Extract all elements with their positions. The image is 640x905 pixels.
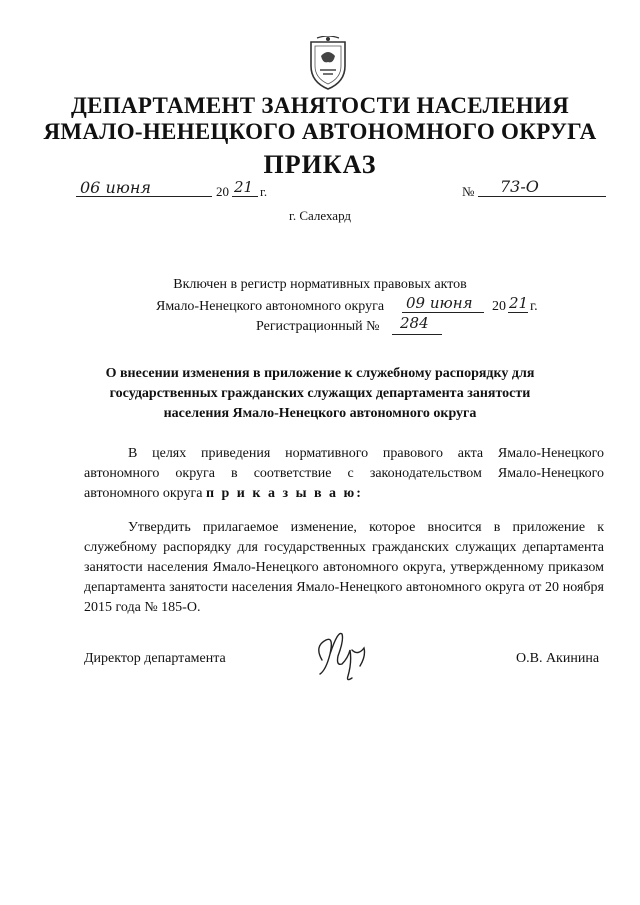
signatory-name: О.В. Акинина <box>516 651 600 666</box>
registration-line1: Включен в регистр нормативных правовых актов <box>173 277 467 292</box>
handwritten-signature <box>308 626 388 686</box>
signatory-position: Директор департамента <box>84 651 226 666</box>
registration-year-prefix: 20 <box>492 299 506 314</box>
body-paragraph-1 <box>84 444 604 504</box>
date-year-unit: г. <box>260 184 268 199</box>
number-value: 73-О <box>500 177 539 196</box>
registration-year-unit: г. <box>530 299 538 314</box>
date-year-suffix: 21 <box>234 178 254 196</box>
city: г. Салехард <box>288 208 352 223</box>
registration-year-suffix: 21 <box>509 294 529 312</box>
body-paragraph-2: Утвердить прилагаемое изменение, которое вносится в приложение к служебному распорядку для государственных гражданских служащих департамента занятости населения Ямало-Ненецкого автономного округа, утвержденному приказом департамента занятости населения Ямало-Ненецкого автономного округа от 20 ноября 2015 года № 185-О. <box>84 520 604 615</box>
number-underline <box>478 180 606 197</box>
subject-line1: О внесении изменения в приложение к служебному распорядку для <box>105 366 535 381</box>
org-name-line2: ЯМАЛО-НЕНЕЦКОГО АВТОНОМНОГО ОКРУГА <box>43 119 597 144</box>
subject-line3: населения Ямало-Ненецкого автономного округа <box>163 406 477 421</box>
body-paragraph-1-text: В целях приведения нормативного правового акта Ямало-Ненецкого автономного округа в соответствие с законодательством Ямало-Ненецкого автономного округа <box>84 446 604 501</box>
registration-number-label: Регистрационный № <box>256 319 380 334</box>
subject-line2: государственных гражданских служащих департамента занятости <box>109 386 531 401</box>
registration-line2-prefix: Ямало-Ненецкого автономного округа <box>156 299 385 314</box>
org-name-line1: ДЕПАРТАМЕНТ ЗАНЯТОСТИ НАСЕЛЕНИЯ <box>70 93 570 118</box>
coat-of-arms-icon <box>303 36 353 92</box>
number-label: № <box>462 184 475 199</box>
order-word: п р и к а з ы в а ю: <box>205 486 363 501</box>
registration-number-value: 284 <box>400 314 429 332</box>
date-year-prefix: 20 <box>216 184 229 199</box>
registration-date: 09 июня <box>406 294 473 312</box>
date-day-month: 06 июня <box>80 178 151 197</box>
document-type-title: ПРИКАЗ <box>263 150 377 179</box>
